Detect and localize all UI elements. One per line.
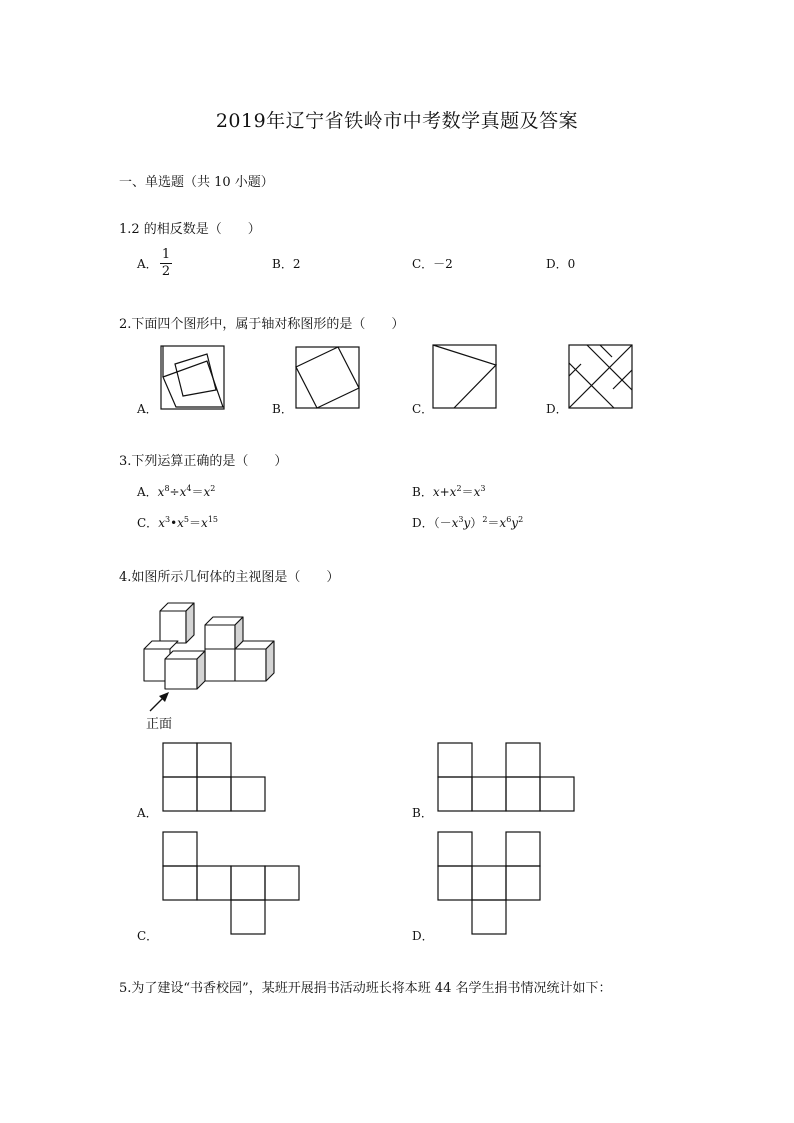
figure-a-outer-square xyxy=(161,346,224,409)
question-2-figure-d xyxy=(569,345,633,409)
operator: ＝ xyxy=(191,485,204,499)
operator: + xyxy=(439,485,450,499)
paren-open: （－ xyxy=(433,516,452,530)
grid-cell xyxy=(506,743,540,777)
option-label: D． xyxy=(412,516,434,530)
question-4-view-a xyxy=(163,743,267,813)
grid-cell xyxy=(472,866,506,900)
cube-front-face xyxy=(160,611,186,643)
question-4-solid-figure xyxy=(140,597,280,717)
cube-front-face xyxy=(205,625,235,649)
question-2-stem: 2.下面四个图形中，属于轴对称图形的是（ ） xyxy=(119,317,405,332)
option-label: B． xyxy=(412,485,433,499)
question-4-option-c: C． xyxy=(137,929,159,943)
question-1-option-d: D．0 xyxy=(546,257,576,271)
figure-b-inner-square xyxy=(296,347,359,408)
question-1-option-c: C．－2 xyxy=(412,257,453,271)
cube-front-face xyxy=(205,649,235,681)
var-x: x xyxy=(499,516,507,530)
question-2-option-a: A． xyxy=(137,402,158,416)
question-1-option-a-fraction xyxy=(160,247,172,280)
question-2-figure-b xyxy=(296,347,360,409)
question-1-option-b: B．2 xyxy=(272,257,301,271)
grid-cell xyxy=(472,777,506,811)
grid-cell xyxy=(506,866,540,900)
question-4-view-d xyxy=(438,832,544,936)
grid-cell xyxy=(231,866,265,900)
cube-front-face xyxy=(165,659,197,689)
operator: ÷ xyxy=(169,485,180,499)
grid-cell xyxy=(197,743,231,777)
question-4-option-a: A． xyxy=(137,806,158,820)
paren-close: ） xyxy=(470,516,483,530)
var-y: y xyxy=(511,516,519,530)
grid-cell xyxy=(540,777,574,811)
figure-c-triangle xyxy=(433,345,496,408)
figure-d-line xyxy=(600,345,612,357)
question-2-figure-c xyxy=(433,345,497,409)
front-label: 正面 xyxy=(146,717,173,732)
var-x: x xyxy=(201,516,208,530)
exponent: 5 xyxy=(183,515,190,524)
var-x: x xyxy=(473,485,481,499)
grid-cell xyxy=(438,743,472,777)
fraction-numerator: 1 xyxy=(161,247,171,262)
var-x: x xyxy=(158,516,165,530)
grid-cell xyxy=(506,777,540,811)
exponent: 3 xyxy=(458,515,464,524)
question-3-option-c xyxy=(137,514,218,531)
grid-cell xyxy=(506,832,540,866)
question-3-option-b xyxy=(412,483,485,500)
grid-cell xyxy=(163,866,197,900)
section-heading: 一、单选题（共 10 小题） xyxy=(119,175,274,190)
operator: ＝ xyxy=(189,516,202,530)
exponent: 2 xyxy=(518,515,524,524)
exponent: 2 xyxy=(210,484,216,493)
question-3-option-a xyxy=(137,483,215,500)
exponent: 15 xyxy=(207,515,218,524)
var-x: x xyxy=(432,485,440,499)
question-4-view-b xyxy=(438,743,578,813)
grid-cell xyxy=(438,777,472,811)
grid-cell xyxy=(163,743,197,777)
question-3-stem: 3.下列运算正确的是（ ） xyxy=(119,454,288,469)
question-4-option-d: D． xyxy=(412,929,434,943)
page-title: 2019年辽宁省铁岭市中考数学真题及答案 xyxy=(215,110,579,132)
var-x: x xyxy=(451,516,459,530)
figure-d-line xyxy=(569,364,581,376)
grid-cell xyxy=(472,900,506,934)
cube-front-face xyxy=(235,649,266,681)
exponent: 2 xyxy=(456,484,462,493)
question-2-option-c: C． xyxy=(412,402,434,416)
figure-d-diagonal xyxy=(569,345,632,408)
question-1-option-a-label: A． xyxy=(137,257,158,271)
fraction-denominator: 2 xyxy=(161,264,171,279)
question-2-option-b: B． xyxy=(272,402,293,416)
question-2-figure-a xyxy=(161,346,225,410)
option-label: A． xyxy=(137,485,158,499)
exponent: 8 xyxy=(164,484,170,493)
cube-top-face xyxy=(144,641,178,649)
question-4-stem: 4.如图所示几何体的主视图是（ ） xyxy=(119,570,340,585)
question-1-stem: 1.2 的相反数是（ ） xyxy=(119,222,261,237)
var-x: x xyxy=(177,516,184,530)
grid-cell xyxy=(265,866,299,900)
var-x: x xyxy=(179,485,187,499)
grid-cell xyxy=(197,866,231,900)
exponent: 3 xyxy=(164,515,171,524)
question-2-option-d: D． xyxy=(546,402,568,416)
grid-cell xyxy=(231,777,265,811)
exponent: 3 xyxy=(480,484,486,493)
grid-cell xyxy=(231,900,265,934)
operator: ＝ xyxy=(487,516,500,530)
grid-cell xyxy=(438,866,472,900)
grid-cell xyxy=(163,777,197,811)
figure-a-tilted-square xyxy=(175,354,216,396)
var-x: x xyxy=(203,485,211,499)
figure-b-outer-square xyxy=(296,347,359,408)
operator: • xyxy=(170,516,178,530)
var-y: y xyxy=(463,516,471,530)
var-x: x xyxy=(157,485,165,499)
option-label: C． xyxy=(137,516,159,530)
grid-cell xyxy=(197,777,231,811)
exponent: 2 xyxy=(482,515,488,524)
question-4-option-b: B． xyxy=(412,806,433,820)
exponent: 6 xyxy=(506,515,512,524)
question-4-view-c xyxy=(163,832,303,936)
exponent: 4 xyxy=(186,484,192,493)
question-5-stem: 5.为了建设“书香校园”，某班开展捐书活动班长将本班 44 名学生捐书情况统计如下： xyxy=(119,981,612,996)
operator: ＝ xyxy=(461,485,474,499)
question-3-option-d xyxy=(412,514,523,531)
figure-d-line xyxy=(613,370,632,389)
grid-cell xyxy=(438,832,472,866)
var-x: x xyxy=(449,485,457,499)
grid-cell xyxy=(163,832,197,866)
